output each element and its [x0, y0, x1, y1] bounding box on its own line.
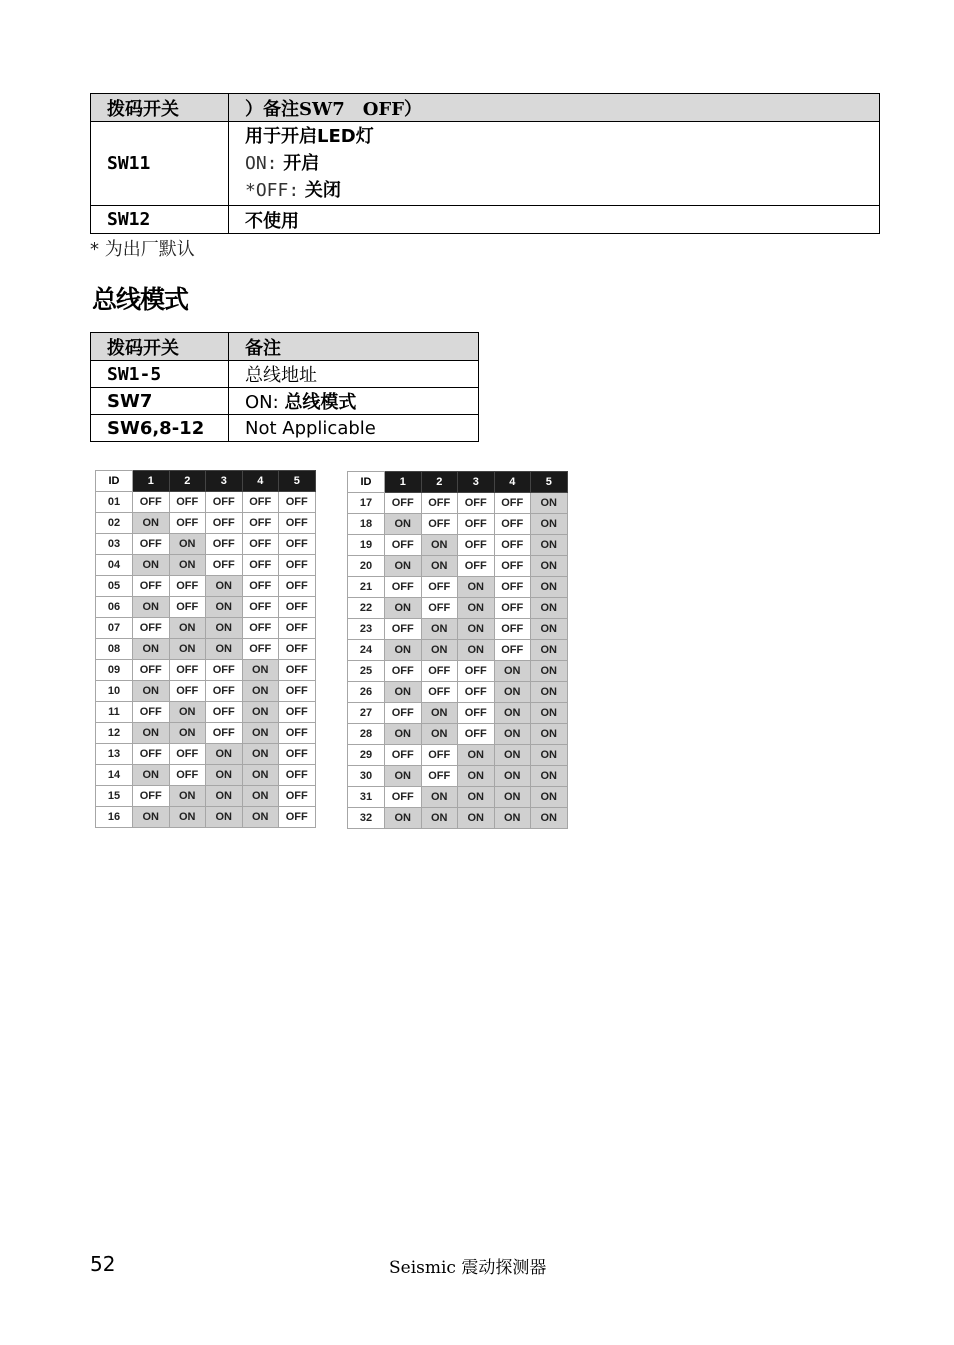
- switch-state-cell: ON: [531, 493, 568, 514]
- address-id: 13: [96, 744, 133, 765]
- switch-state-cell: OFF: [279, 807, 316, 828]
- switch-state-cell: OFF: [494, 493, 531, 514]
- address-id: 20: [348, 556, 385, 577]
- table-row: [96, 744, 316, 765]
- switch-state-cell: ON: [385, 640, 422, 661]
- settings-table: [90, 93, 880, 234]
- switch-state-cell: OFF: [242, 576, 279, 597]
- header-remark: 备注: [229, 333, 479, 361]
- switch-column-header: 4: [242, 471, 279, 492]
- switch-label: SW12: [91, 206, 229, 234]
- table-row: [96, 786, 316, 807]
- switch-state-cell: ON: [458, 577, 495, 598]
- switch-state-cell: ON: [421, 808, 458, 829]
- switch-state-cell: ON: [531, 577, 568, 598]
- table-row: [91, 122, 880, 206]
- switch-state-cell: ON: [458, 745, 495, 766]
- switch-state-cell: ON: [458, 766, 495, 787]
- switch-state-cell: OFF: [279, 492, 316, 513]
- table-row: [91, 206, 880, 234]
- switch-state-cell: OFF: [206, 723, 243, 744]
- switch-state-cell: ON: [531, 724, 568, 745]
- address-id: 22: [348, 598, 385, 619]
- switch-state-cell: ON: [385, 682, 422, 703]
- switch-state-cell: ON: [133, 597, 170, 618]
- switch-state-cell: OFF: [206, 513, 243, 534]
- switch-state-cell: OFF: [133, 660, 170, 681]
- switch-state-cell: OFF: [133, 744, 170, 765]
- switch-state-cell: OFF: [206, 555, 243, 576]
- switch-column-header: 1: [385, 472, 422, 493]
- switch-state-cell: OFF: [169, 597, 206, 618]
- switch-state-cell: ON: [531, 514, 568, 535]
- switch-state-cell: OFF: [458, 535, 495, 556]
- table-row: [96, 513, 316, 534]
- switch-state-cell: OFF: [242, 513, 279, 534]
- table-row: [348, 598, 568, 619]
- switch-state-cell: OFF: [133, 492, 170, 513]
- switch-state-cell: OFF: [385, 661, 422, 682]
- switch-state-cell: OFF: [206, 492, 243, 513]
- switch-state-cell: OFF: [206, 534, 243, 555]
- switch-state-cell: OFF: [206, 681, 243, 702]
- table-row: [91, 388, 479, 415]
- switch-column-header: 4: [494, 472, 531, 493]
- switch-state-cell: ON: [531, 535, 568, 556]
- bus-mode-table: [90, 332, 479, 442]
- address-id: 04: [96, 555, 133, 576]
- switch-state-cell: ON: [169, 618, 206, 639]
- switch-label: SW11: [91, 122, 229, 206]
- switch-state-cell: OFF: [279, 681, 316, 702]
- switch-state-cell: ON: [421, 556, 458, 577]
- switch-column-header: 1: [133, 471, 170, 492]
- switch-state-cell: ON: [494, 745, 531, 766]
- switch-state-cell: ON: [421, 535, 458, 556]
- switch-description: ON: 总线模式: [229, 388, 479, 415]
- id-table-header-row: [348, 472, 568, 493]
- switch-state-cell: ON: [133, 681, 170, 702]
- switch-state-cell: ON: [421, 640, 458, 661]
- switch-state-cell: ON: [206, 765, 243, 786]
- switch-state-cell: OFF: [169, 492, 206, 513]
- address-id: 26: [348, 682, 385, 703]
- address-id: 06: [96, 597, 133, 618]
- switch-state-cell: ON: [421, 724, 458, 745]
- switch-state-cell: ON: [385, 724, 422, 745]
- address-id: 28: [348, 724, 385, 745]
- address-id: 16: [96, 807, 133, 828]
- description-line: ON: 开启: [245, 153, 320, 174]
- switch-state-cell: OFF: [494, 640, 531, 661]
- switch-state-cell: OFF: [421, 661, 458, 682]
- switch-state-cell: OFF: [385, 619, 422, 640]
- switch-state-cell: ON: [494, 682, 531, 703]
- switch-state-cell: OFF: [242, 618, 279, 639]
- switch-state-cell: OFF: [421, 514, 458, 535]
- switch-state-cell: ON: [242, 786, 279, 807]
- switch-description: 不使用: [229, 206, 880, 234]
- switch-column-header: 5: [531, 472, 568, 493]
- switch-state-cell: OFF: [494, 514, 531, 535]
- switch-state-cell: OFF: [279, 576, 316, 597]
- switch-state-cell: OFF: [421, 577, 458, 598]
- switch-description: [229, 122, 880, 206]
- table-row: [348, 724, 568, 745]
- switch-description: 总线地址: [229, 361, 479, 388]
- table-row: [348, 556, 568, 577]
- address-id: 30: [348, 766, 385, 787]
- switch-state-cell: OFF: [279, 639, 316, 660]
- switch-state-cell: ON: [169, 723, 206, 744]
- header-remark: ）备注SW7 OFF）: [229, 94, 880, 122]
- table-row: [96, 723, 316, 744]
- address-id: 21: [348, 577, 385, 598]
- switch-column-header: 2: [169, 471, 206, 492]
- table-row: [348, 661, 568, 682]
- switch-state-cell: OFF: [279, 534, 316, 555]
- switch-state-cell: OFF: [385, 745, 422, 766]
- table-row: [91, 415, 479, 442]
- address-id: 02: [96, 513, 133, 534]
- address-table-17-32: [347, 471, 568, 829]
- switch-state-cell: ON: [385, 556, 422, 577]
- address-id: 10: [96, 681, 133, 702]
- page-number: 52: [90, 1252, 116, 1276]
- table-row: [348, 514, 568, 535]
- switch-label: SW7: [91, 388, 229, 415]
- switch-column-header: 2: [421, 472, 458, 493]
- switch-state-cell: ON: [206, 639, 243, 660]
- header-switch: 拨码开关: [91, 333, 229, 361]
- table-row: [348, 682, 568, 703]
- switch-column-header: 3: [206, 471, 243, 492]
- switch-state-cell: OFF: [169, 681, 206, 702]
- switch-state-cell: ON: [531, 808, 568, 829]
- address-id: 27: [348, 703, 385, 724]
- switch-state-cell: ON: [242, 660, 279, 681]
- switch-state-cell: OFF: [279, 786, 316, 807]
- switch-state-cell: OFF: [279, 660, 316, 681]
- table-row: [348, 640, 568, 661]
- switch-column-header: 3: [458, 472, 495, 493]
- switch-state-cell: OFF: [169, 765, 206, 786]
- switch-state-cell: ON: [531, 682, 568, 703]
- address-id: 07: [96, 618, 133, 639]
- switch-state-cell: ON: [531, 661, 568, 682]
- table-row: [348, 619, 568, 640]
- address-id: 18: [348, 514, 385, 535]
- switch-state-cell: OFF: [458, 661, 495, 682]
- switch-state-cell: ON: [242, 681, 279, 702]
- switch-state-cell: OFF: [279, 555, 316, 576]
- switch-state-cell: ON: [206, 597, 243, 618]
- switch-state-cell: OFF: [279, 765, 316, 786]
- switch-state-cell: OFF: [494, 577, 531, 598]
- switch-state-cell: ON: [169, 702, 206, 723]
- switch-state-cell: ON: [531, 766, 568, 787]
- switch-state-cell: ON: [494, 808, 531, 829]
- switch-state-cell: ON: [169, 807, 206, 828]
- description-line: *OFF: 关闭: [245, 180, 341, 201]
- switch-state-cell: ON: [133, 807, 170, 828]
- address-id: 03: [96, 534, 133, 555]
- switch-state-cell: ON: [494, 787, 531, 808]
- table-row: [96, 807, 316, 828]
- switch-state-cell: ON: [133, 555, 170, 576]
- switch-state-cell: ON: [531, 619, 568, 640]
- switch-state-cell: OFF: [133, 702, 170, 723]
- switch-state-cell: ON: [169, 639, 206, 660]
- switch-state-cell: ON: [494, 724, 531, 745]
- address-id: 29: [348, 745, 385, 766]
- address-id: 12: [96, 723, 133, 744]
- switch-state-cell: OFF: [169, 660, 206, 681]
- footnote: * 为出厂默认: [90, 239, 195, 260]
- switch-state-cell: ON: [242, 807, 279, 828]
- switch-state-cell: OFF: [458, 493, 495, 514]
- switch-state-cell: ON: [531, 787, 568, 808]
- switch-state-cell: OFF: [494, 619, 531, 640]
- switch-state-cell: OFF: [421, 493, 458, 514]
- switch-state-cell: OFF: [279, 513, 316, 534]
- table-row: [348, 745, 568, 766]
- table-row: [91, 361, 479, 388]
- switch-state-cell: ON: [531, 598, 568, 619]
- switch-state-cell: ON: [385, 808, 422, 829]
- switch-state-cell: OFF: [385, 703, 422, 724]
- switch-state-cell: ON: [133, 765, 170, 786]
- switch-state-cell: ON: [458, 808, 495, 829]
- switch-state-cell: OFF: [169, 576, 206, 597]
- address-id: 15: [96, 786, 133, 807]
- switch-state-cell: OFF: [242, 492, 279, 513]
- address-id: 24: [348, 640, 385, 661]
- switch-state-cell: OFF: [421, 682, 458, 703]
- switch-state-cell: OFF: [421, 598, 458, 619]
- switch-state-cell: OFF: [242, 597, 279, 618]
- address-id: 31: [348, 787, 385, 808]
- switch-state-cell: ON: [169, 555, 206, 576]
- table-row: [96, 660, 316, 681]
- switch-state-cell: OFF: [279, 597, 316, 618]
- table-row: [96, 702, 316, 723]
- switch-state-cell: ON: [169, 534, 206, 555]
- switch-state-cell: ON: [458, 598, 495, 619]
- switch-state-cell: ON: [133, 513, 170, 534]
- table-row: [96, 555, 316, 576]
- switch-state-cell: ON: [206, 807, 243, 828]
- switch-state-cell: OFF: [133, 618, 170, 639]
- address-id: 11: [96, 702, 133, 723]
- switch-state-cell: OFF: [206, 660, 243, 681]
- switch-state-cell: ON: [206, 576, 243, 597]
- switch-state-cell: OFF: [458, 514, 495, 535]
- switch-state-cell: OFF: [133, 534, 170, 555]
- switch-state-cell: ON: [531, 745, 568, 766]
- table-row: [348, 808, 568, 829]
- switch-state-cell: ON: [133, 639, 170, 660]
- switch-state-cell: ON: [169, 786, 206, 807]
- switch-state-cell: ON: [458, 640, 495, 661]
- switch-state-cell: ON: [385, 598, 422, 619]
- switch-state-cell: OFF: [385, 535, 422, 556]
- table-header-row: [91, 94, 880, 122]
- address-id: 01: [96, 492, 133, 513]
- address-id: 09: [96, 660, 133, 681]
- id-table-header-row: [96, 471, 316, 492]
- table-row: [348, 493, 568, 514]
- table-row: [348, 535, 568, 556]
- switch-state-cell: ON: [531, 703, 568, 724]
- address-id: 19: [348, 535, 385, 556]
- footer-title: Seismic 震动探测器: [389, 1258, 547, 1278]
- address-id: 08: [96, 639, 133, 660]
- address-id: 25: [348, 661, 385, 682]
- switch-state-cell: ON: [494, 703, 531, 724]
- switch-state-cell: OFF: [458, 703, 495, 724]
- switch-state-cell: ON: [133, 723, 170, 744]
- description-line: 用于开启LED灯: [245, 126, 374, 147]
- table-row: [348, 787, 568, 808]
- switch-state-cell: OFF: [133, 786, 170, 807]
- switch-description: Not Applicable: [229, 415, 479, 442]
- switch-label: SW1-5: [91, 361, 229, 388]
- table-row: [96, 681, 316, 702]
- switch-state-cell: OFF: [206, 702, 243, 723]
- switch-state-cell: ON: [242, 744, 279, 765]
- section-title: 总线模式: [92, 285, 189, 314]
- switch-state-cell: ON: [421, 787, 458, 808]
- address-id: 32: [348, 808, 385, 829]
- switch-state-cell: OFF: [385, 493, 422, 514]
- table-row: [96, 597, 316, 618]
- table-row: [96, 576, 316, 597]
- switch-state-cell: OFF: [169, 744, 206, 765]
- switch-state-cell: OFF: [385, 577, 422, 598]
- switch-state-cell: OFF: [421, 766, 458, 787]
- switch-state-cell: OFF: [169, 513, 206, 534]
- switch-state-cell: OFF: [494, 535, 531, 556]
- switch-state-cell: ON: [206, 618, 243, 639]
- switch-state-cell: ON: [494, 661, 531, 682]
- id-column-header: ID: [348, 472, 385, 493]
- switch-state-cell: OFF: [494, 556, 531, 577]
- switch-state-cell: ON: [242, 765, 279, 786]
- switch-state-cell: OFF: [133, 576, 170, 597]
- switch-state-cell: OFF: [458, 682, 495, 703]
- switch-state-cell: OFF: [458, 724, 495, 745]
- switch-state-cell: OFF: [279, 723, 316, 744]
- switch-state-cell: ON: [458, 619, 495, 640]
- switch-state-cell: ON: [242, 723, 279, 744]
- switch-state-cell: OFF: [242, 639, 279, 660]
- table-row: [96, 765, 316, 786]
- switch-state-cell: ON: [206, 744, 243, 765]
- switch-state-cell: ON: [458, 787, 495, 808]
- table-row: [96, 618, 316, 639]
- switch-state-cell: ON: [385, 514, 422, 535]
- switch-state-cell: ON: [385, 766, 422, 787]
- address-table-1-16: [95, 470, 316, 828]
- address-id: 23: [348, 619, 385, 640]
- switch-state-cell: OFF: [279, 744, 316, 765]
- table-row: [348, 766, 568, 787]
- switch-state-cell: ON: [421, 619, 458, 640]
- id-column-header: ID: [96, 471, 133, 492]
- table-row: [96, 534, 316, 555]
- switch-state-cell: OFF: [385, 787, 422, 808]
- table-row: [96, 639, 316, 660]
- switch-state-cell: OFF: [279, 618, 316, 639]
- switch-state-cell: OFF: [242, 555, 279, 576]
- address-id: 05: [96, 576, 133, 597]
- table-row: [348, 703, 568, 724]
- switch-state-cell: ON: [494, 766, 531, 787]
- switch-label: SW6,8-12: [91, 415, 229, 442]
- table-header-row: [91, 333, 479, 361]
- switch-state-cell: ON: [242, 702, 279, 723]
- switch-state-cell: ON: [421, 703, 458, 724]
- switch-state-cell: OFF: [279, 702, 316, 723]
- address-id: 14: [96, 765, 133, 786]
- switch-state-cell: OFF: [458, 556, 495, 577]
- switch-state-cell: OFF: [421, 745, 458, 766]
- switch-state-cell: ON: [206, 786, 243, 807]
- switch-column-header: 5: [279, 471, 316, 492]
- switch-state-cell: OFF: [242, 534, 279, 555]
- header-switch: 拨码开关: [91, 94, 229, 122]
- address-id: 17: [348, 493, 385, 514]
- table-row: [96, 492, 316, 513]
- switch-state-cell: ON: [531, 640, 568, 661]
- switch-state-cell: OFF: [494, 598, 531, 619]
- table-row: [348, 577, 568, 598]
- switch-state-cell: ON: [531, 556, 568, 577]
